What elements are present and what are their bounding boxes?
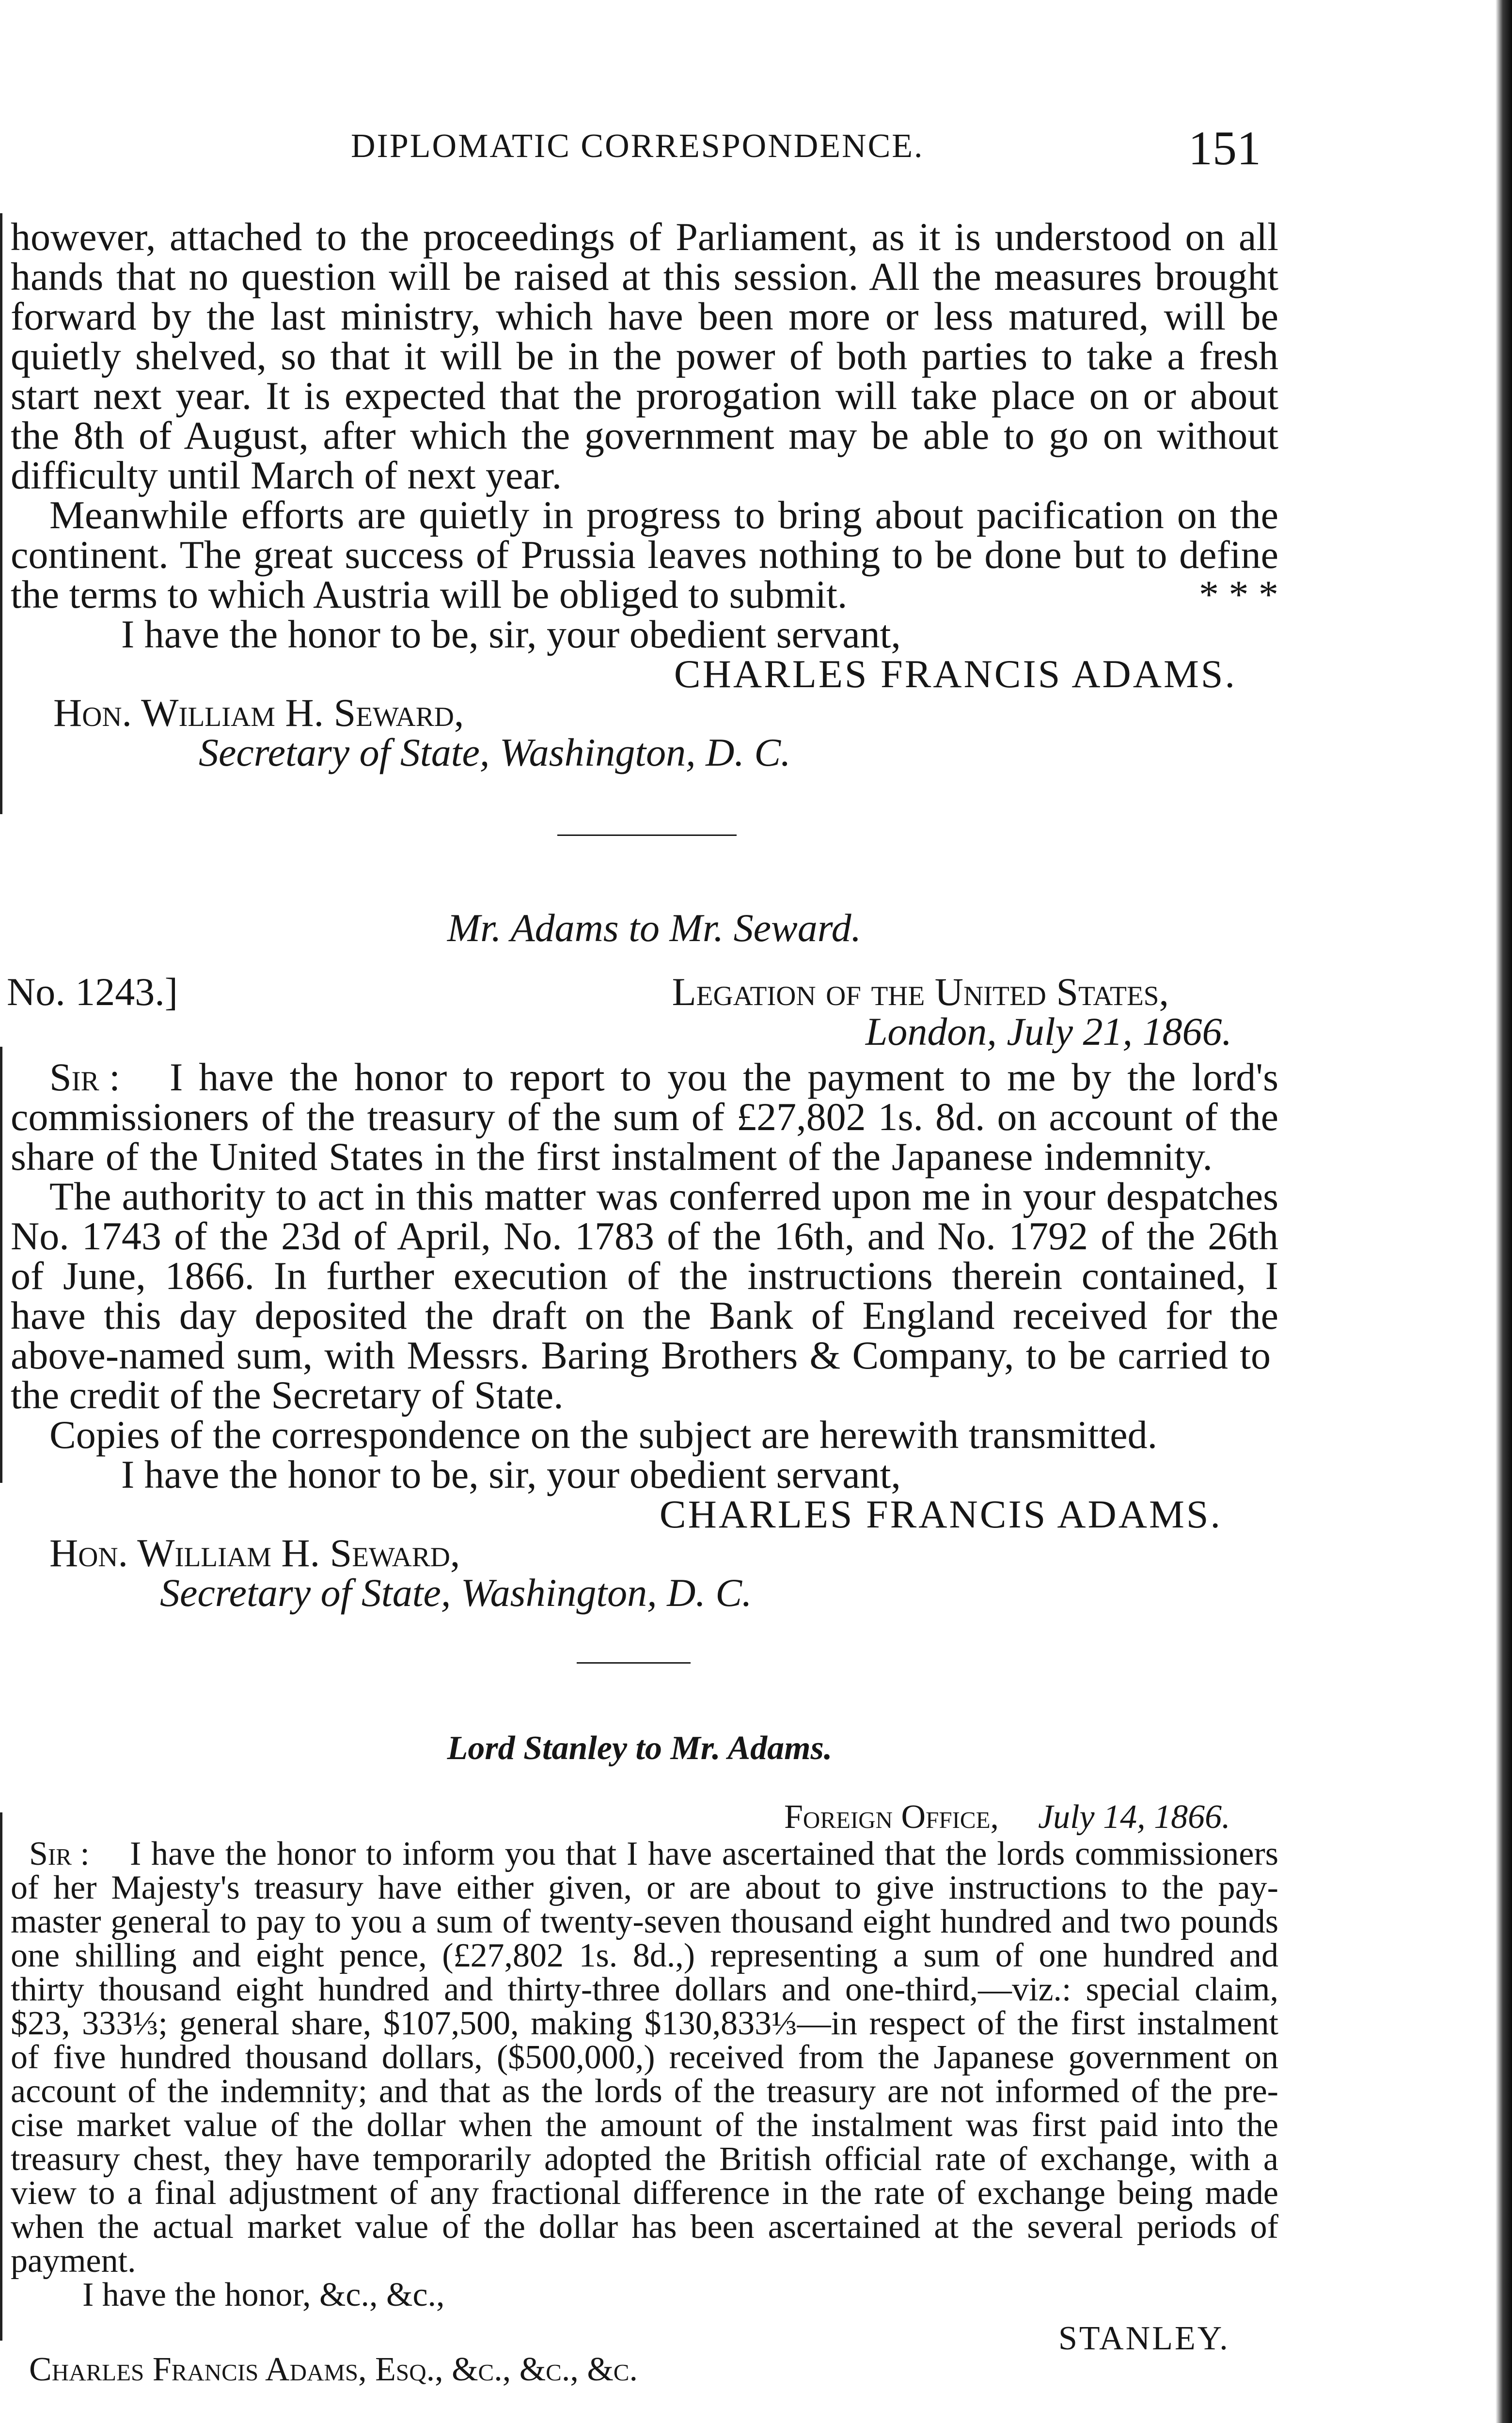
margin-mark [0,1812,2,2341]
margin-mark [0,1047,2,1483]
body-line: master general to pay to you a sum of twenty-seven thousand eight hundred and two pounds [11,1903,1278,1940]
body-line: of five hundred thousand dollars, ($500,000,) received from the Japanese government on [11,2039,1278,2076]
body-line: have this day deposited the draft on the Bank of England received for the [11,1293,1278,1337]
body-line: No. 1743 of the 23d of April, No. 1783 of the 16th, and No. 1792 of the 26th [11,1214,1278,1258]
despatch-number: No. 1243.] [7,970,178,1014]
margin-mark [0,213,2,814]
body-line: the terms to which Austria will be obliged to submit. [11,572,848,616]
signature: CHARLES FRANCIS ADAMS. [674,652,1237,696]
body-line: Copies of the correspondence on the subject are herewith transmitted. [49,1413,1158,1457]
body-line: start next year. It is expected that the prorogation will take place on or about [11,374,1278,418]
letter-origin: Foreign Office, [784,1798,999,1836]
body-line: account of the indemnity; and that as the lords of the treasury are not informed of the pre- [11,2073,1278,2110]
body-line: forward by the last ministry, which have been more or less matured, will be [11,294,1278,338]
page-number: 151 [1188,121,1261,175]
body-line: the 8th of August, after which the government may be able to go on without [11,413,1278,457]
separator-rule [557,834,737,836]
signature: CHARLES FRANCIS ADAMS. [659,1492,1222,1536]
body-line: continent. The great success of Prussia leaves nothing to be done but to define [11,533,1278,577]
addressee-title: Secretary of State, Washington, D. C. [160,1571,752,1615]
body-line: the credit of the Secretary of State. [11,1373,564,1417]
body-line: difficulty until March of next year. [11,453,562,497]
body-line: however, attached to the proceedings of Parliament, as it is understood on all [11,215,1278,259]
letter-date: July 14, 1866. [1038,1798,1230,1836]
body-line: share of the United States in the first instalment of the Japanese indemnity. [11,1134,1213,1179]
closing-line: I have the honor to be, sir, your obedient servant, [121,612,901,656]
body-line: above-named sum, with Messrs. Baring Brothers & Company, to be carried to [11,1333,1271,1377]
separator-rule [577,1662,691,1664]
letter-heading: Mr. Adams to Mr. Seward. [447,906,862,950]
place-date: London, July 21, 1866. [865,1009,1232,1054]
addressee: Charles Francis Adams, Esq., &c., &c., &c. [29,2351,638,2388]
body-line: commissioners of the treasury of the sum of £27,802 1s. 8d. on account of the [11,1095,1278,1139]
running-header: DIPLOMATIC CORRESPONDENCE. [351,127,924,165]
body-line: $23, 333⅓; general share, $107,500, making $130,833⅓—in respect of the first instalment [11,2005,1278,2042]
addressee: Hon. William H. Seward, [49,1531,460,1575]
body-line: I have the honor to report to you the payment to me by the lord's [170,1055,1278,1099]
body-line: quietly shelved, so that it will be in the power of both parties to take a fresh [11,334,1278,378]
body-line: of her Majesty's treasury have either given, or are about to give instructions to the pay- [11,1869,1278,1906]
body-line: treasury chest, they have temporarily adopted the British official rate of exchange, with a [11,2140,1278,2178]
body-line: when the actual market value of the dollar has been ascertained at the several periods of [11,2208,1278,2246]
body-line: view to a final adjustment of any fractional difference in the rate of exchange being made [11,2174,1278,2212]
body-line: payment. [11,2242,136,2280]
letter-heading: Lord Stanley to Mr. Adams. [447,1730,833,1767]
closing-line: I have the honor to be, sir, your obedient servant, [121,1452,901,1496]
body-line: cise market value of the dollar when the amount of the instalment was first paid into the [11,2107,1278,2144]
addressee-title: Secretary of State, Washington, D. C. [199,730,791,774]
body-line: of June, 1866. In further execution of the instructions therein contained, I [11,1254,1278,1298]
body-line: one shilling and eight pence, (£27,802 1s. 8d.,) representing a sum of one hundred and [11,1937,1278,1974]
body-line: Meanwhile efforts are quietly in progress to bring about pacification on the [49,493,1278,537]
book-spine-shadow [1496,0,1512,2423]
body-line: The authority to act in this matter was conferred upon me in your despatches [49,1174,1278,1218]
salutation: Sir : [49,1055,120,1099]
salutation: Sir : [29,1835,90,1872]
signature: STANLEY. [1058,2320,1230,2357]
closing-line: I have the honor, &c., &c., [82,2276,445,2313]
body-line: I have the honor to inform you that I have ascertained that the lords commissioners [130,1835,1278,1872]
letter-origin: Legation of the United States, [672,970,1169,1014]
addressee: Hon. William H. Seward, [53,691,464,735]
body-line: thirty thousand eight hundred and thirty-three dollars and one-third,—viz.: special claim, [11,1971,1278,2008]
body-line: hands that no question will be raised at this session. All the measures brought [11,254,1278,299]
ellipsis-stars: * * * [1199,572,1278,616]
